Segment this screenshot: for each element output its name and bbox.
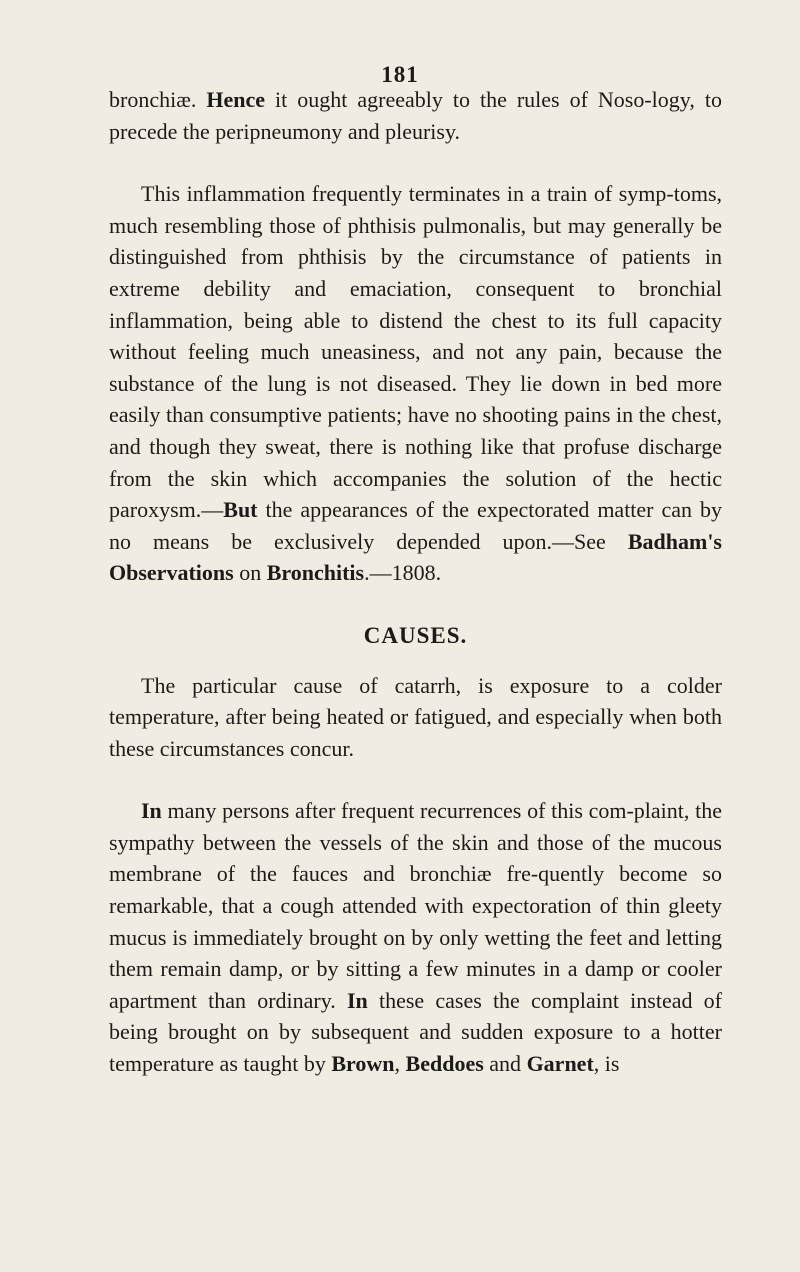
text-run: Beddoes <box>405 1051 484 1077</box>
text-run: on <box>233 560 267 586</box>
text-run: Brown <box>331 1051 395 1077</box>
text-run: , is <box>593 1051 620 1077</box>
text-run: Garnet <box>526 1051 594 1077</box>
text-run: these cases the complaint instead of being brought on by subsequent and sudden exposure to a hotter temperature as taught by <box>109 987 722 1077</box>
text-run: the appearances of the expectorated matter can by no means be exclusively depended upon.—See <box>109 497 722 554</box>
text-run: and <box>483 1051 527 1077</box>
section-heading: CAUSES. <box>363 622 468 648</box>
text-run: it ought agreeably to the rules of Noso-logy, to precede the peripneumony and pleurisy. <box>109 87 722 144</box>
text-run: Badham's <box>627 528 722 554</box>
text-run: But <box>223 497 258 523</box>
text-run: Hence <box>206 87 266 112</box>
page-number: 181 <box>381 62 419 87</box>
text-run: Observations <box>109 560 234 586</box>
paragraph <box>109 795 722 1079</box>
text-run: .—1808. <box>364 560 442 586</box>
text-run: The particular cause of catarrh, is exposure to a colder temperature, after being heated or fatigued, and especially when both these circumstances concur. <box>109 672 722 761</box>
paragraph <box>109 670 722 765</box>
paragraph <box>109 84 722 147</box>
body-text <box>109 84 722 1111</box>
text-run: This inflammation frequently terminates in a train of symp-toms, much resembling those of phthisis pulmonalis, but may generally be distinguished from phthisis by the circumstance of patients in extreme debility and emaciation, consequent to bronchial inflammation, being able to distend the chest to its full capacity without feeling much uneasiness, and not any pain, because the substance of the lung is not diseased. They lie down in bed more easily than consumptive patients; have no shooting pains in the chest, and though they sweat, there is nothing like that profuse discharge from the skin which accompanies the solution of the hectic paroxysm.— <box>109 181 722 523</box>
text-run: In <box>346 987 368 1013</box>
text-run: bronchiæ. <box>109 87 207 112</box>
text-run: Bronchitis <box>266 560 365 586</box>
text-run: In <box>141 798 162 824</box>
paragraph <box>109 178 722 589</box>
text-run: many persons after frequent recurrences of this com-plaint, the sympathy between the vessels of the skin and those of the mucous membrane of the fauces and bronchiæ fre-quently become so remarkable, that a cough attended with expectoration of thin gleety mucus is immediately brought on by only wetting the feet and letting them remain damp, or by sitting a few minutes in a damp or cooler apartment than ordinary. <box>109 798 722 1013</box>
text-run: , <box>394 1051 406 1077</box>
